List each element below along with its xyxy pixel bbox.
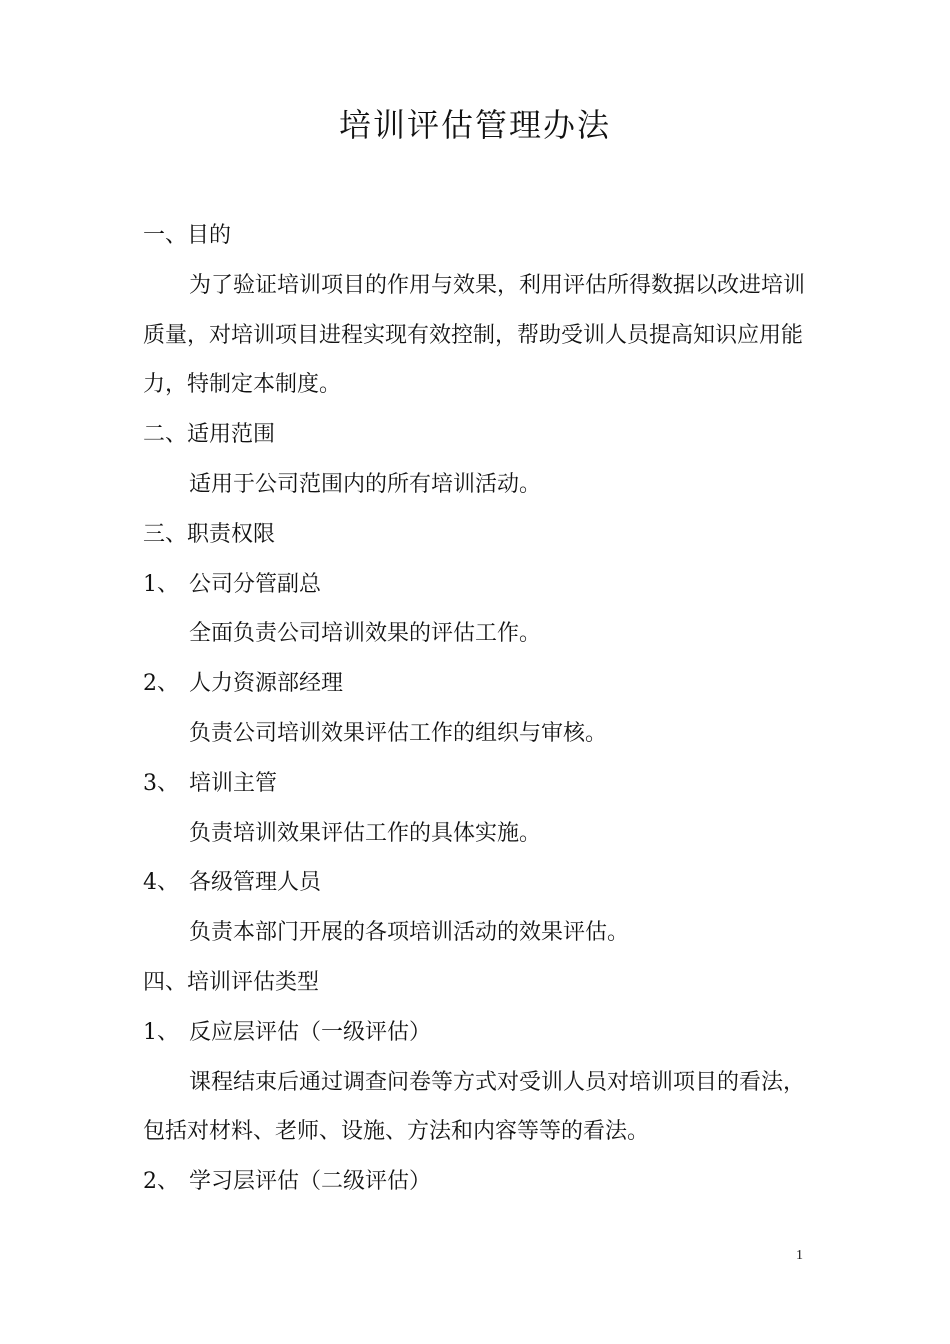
page-number: 1 [796, 1248, 803, 1263]
list-item-number: 1、 [143, 571, 179, 597]
section-heading-responsibilities: 三、职责权限 [143, 521, 276, 547]
paragraph-line: 负责培训效果评估工作的具体实施。 [189, 820, 542, 846]
list-item-number: 2、 [143, 1169, 179, 1195]
document-title: 培训评估管理办法 [338, 106, 611, 144]
document-body [143, 211, 813, 1207]
list-item-text: 公司分管副总 [189, 571, 322, 597]
paragraph-line: 负责公司培训效果评估工作的组织与审核。 [189, 720, 608, 746]
list-item-number: 1、 [143, 1019, 179, 1045]
list-item-text: 学习层评估（二级评估） [189, 1169, 432, 1195]
list-item-number: 2、 [143, 671, 179, 697]
section-heading-scope: 二、适用范围 [143, 422, 276, 448]
paragraph-line: 课程结束后通过调查问卷等方式对受训人员对培训项目的看法， [189, 1069, 806, 1095]
paragraph-line: 适用于公司范围内的所有培训活动。 [189, 471, 542, 497]
section-heading-evaluation-types: 四、培训评估类型 [143, 969, 320, 995]
section-heading-purpose: 一、目的 [143, 223, 232, 248]
paragraph-line: 包括对材料、老师、设施、方法和内容等等的看法。 [143, 1119, 650, 1145]
paragraph-line: 为了验证培训项目的作用与效果，利用评估所得数据以改进培训 [189, 272, 806, 298]
list-item [143, 858, 813, 908]
list-item-text: 反应层评估（一级评估） [189, 1019, 432, 1045]
list-item [143, 560, 813, 610]
paragraph-line: 质量，对培训项目进程实现有效控制，帮助受训人员提高知识应用能 [143, 322, 804, 348]
list-item [143, 1157, 813, 1207]
list-item [143, 759, 813, 809]
paragraph-line: 力，特制定本制度。 [143, 372, 342, 398]
list-item-number: 4、 [143, 870, 179, 896]
paragraph-line: 负责本部门开展的各项培训活动的效果评估。 [189, 920, 630, 946]
list-item-text: 各级管理人员 [189, 870, 322, 896]
list-item [143, 659, 813, 709]
paragraph-line: 全面负责公司培训效果的评估工作。 [189, 621, 542, 647]
list-item-text: 培训主管 [189, 770, 278, 796]
list-item-number: 3、 [143, 770, 179, 796]
list-item-text: 人力资源部经理 [189, 671, 344, 697]
list-item [143, 1008, 813, 1058]
